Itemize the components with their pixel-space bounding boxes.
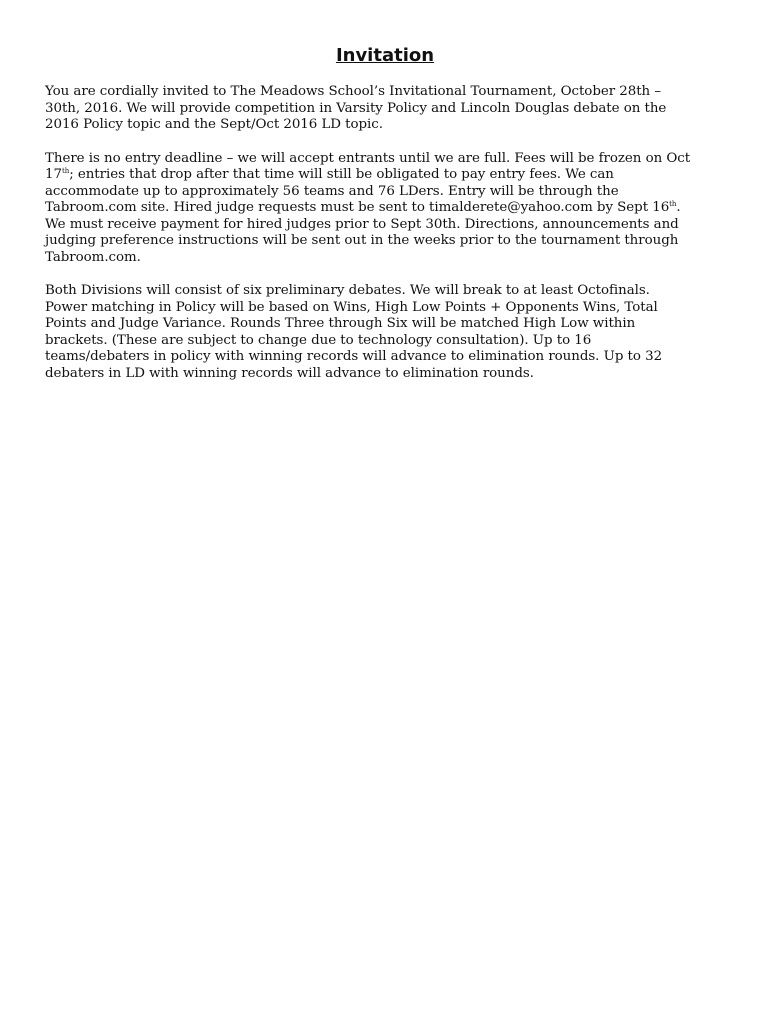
paragraph-line: debaters in LD with winning records will advance to elimination rounds. bbox=[45, 365, 534, 381]
paragraph-line: Power matching in Policy will be based on Wins, High Low Points + Opponents Wins, Total bbox=[45, 299, 658, 315]
paragraph-line: brackets. (These are subject to change due to technology consultation). Up to 16 bbox=[45, 332, 592, 348]
paragraph-line: accommodate up to approximately 56 teams and 76 LDers. Entry will be through the bbox=[45, 183, 619, 199]
text-run: ; entries that drop after that time will still be obligated to pay entry fees. We can bbox=[69, 167, 614, 182]
text-run: Tabroom.com site. Hired judge requests must be sent to timalderete@yahoo.com by Sept 16 bbox=[45, 200, 670, 215]
paragraph-line: We must receive payment for hired judges prior to Sept 30th. Directions, announcements and bbox=[45, 216, 679, 232]
paragraph-entry bbox=[45, 151, 725, 267]
paragraph-rounds bbox=[45, 283, 725, 382]
paragraph-line bbox=[45, 167, 725, 184]
ordinal-suffix: th bbox=[61, 167, 70, 175]
paragraph-line: 30th, 2016. We will provide competition in Varsity Policy and Lincoln Douglas debate on the bbox=[45, 100, 667, 116]
ordinal-suffix: th bbox=[669, 200, 677, 208]
paragraph-line: Both Divisions will consist of six preliminary debates. We will break to at least Octofinals. bbox=[45, 283, 650, 298]
paragraph-line: teams/debaters in policy with winning records will advance to elimination rounds. Up to 32 bbox=[45, 349, 663, 364]
paragraph-line: 2016 Policy topic and the Sept/Oct 2016 LD topic. bbox=[45, 117, 383, 132]
paragraph-line: Points and Judge Variance. Rounds Three through Six will be matched High Low within bbox=[45, 316, 636, 331]
paragraph-invitation bbox=[45, 84, 725, 134]
paragraph-line: You are cordially invited to The Meadows School’s Invitational Tournament, October 28th – bbox=[45, 84, 661, 99]
text-run: 17 bbox=[45, 167, 62, 182]
document-body bbox=[45, 84, 725, 399]
document-title: Invitation bbox=[335, 45, 435, 66]
paragraph-line: judging preference instructions will be sent out in the weeks prior to the tournament through bbox=[45, 233, 679, 248]
text-run: . bbox=[676, 200, 681, 215]
paragraph-line: Tabroom.com. bbox=[45, 249, 141, 265]
paragraph-line bbox=[45, 200, 725, 217]
paragraph-line: There is no entry deadline – we will accept entrants until we are full. Fees will be frozen on Oct bbox=[45, 150, 691, 166]
